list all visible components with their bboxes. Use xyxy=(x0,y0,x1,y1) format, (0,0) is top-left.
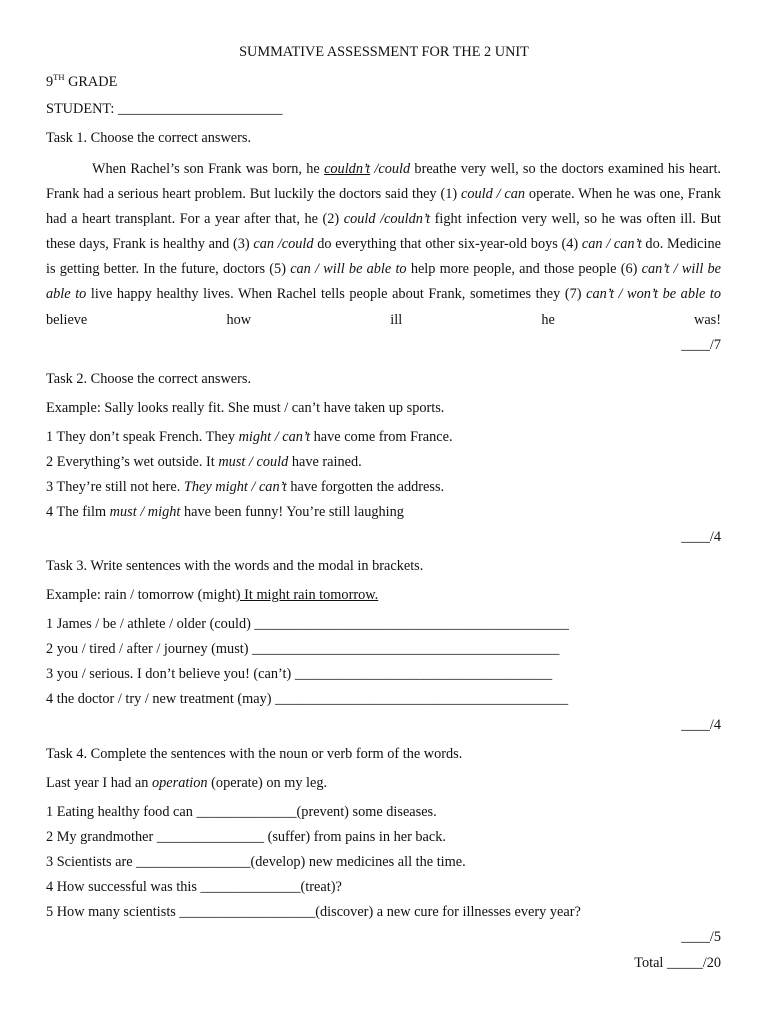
task3-score: ____/4 xyxy=(681,717,721,733)
task3-item-2: 2 you / tired / after / journey (must) ___________________________________________ xyxy=(46,641,560,657)
task4-heading: Task 4. Complete the sentences with the noun or verb form of the words. xyxy=(46,746,463,762)
task1-option-5: can / will be able to xyxy=(290,261,407,278)
grade-number: 9 xyxy=(46,74,54,90)
task1-heading: Task 1. Choose the correct answers. xyxy=(46,130,252,146)
task3-item-3: 3 you / serious. I don’t believe you! (can’t) ____________________________________ xyxy=(46,666,553,682)
task2-item-2: 2 Everything’s wet outside. It must / could have rained. xyxy=(46,454,362,470)
task1-option-4: can / can’t xyxy=(581,236,642,253)
task1-option-3: can /could xyxy=(253,236,314,253)
task3-item-1: 1 James / be / athlete / older (could) ____________________________________________ xyxy=(46,616,569,632)
total-score: Total _____/20 xyxy=(634,955,721,971)
grade-superscript: TH xyxy=(53,72,65,82)
task4-score: ____/5 xyxy=(681,929,721,945)
task2-item-3: 3 They’re still not here. They might / can’t have forgotten the address. xyxy=(46,479,445,495)
task1-score: ____/7 xyxy=(681,337,721,353)
task1-text: live happy healthy lives. When Rachel tells people about Frank, sometimes they (7) xyxy=(86,286,587,303)
task4-item-2: 2 My grandmother _______________ (suffer) from pains in her back. xyxy=(46,829,446,845)
task1-text: believe how ill he was! xyxy=(46,311,721,328)
task2-item-1: 1 They don’t speak French. They might / can’t have come from France. xyxy=(46,429,453,445)
task2-heading: Task 2. Choose the correct answers. xyxy=(46,371,252,387)
task1-text: do everything that other six-year-old boys (4) xyxy=(313,236,582,253)
task1-text: breathe very well, so the doctors examined his heart. Frank had a serious heart problem. But luckily the doctors said they (1) xyxy=(46,161,721,203)
task4-item-5: 5 How many scientists ___________________(discover) a new cure for illnesses every year? xyxy=(46,904,581,920)
task3-heading: Task 3. Write sentences with the words and the modal in brackets. xyxy=(46,558,424,574)
task1-text: do. Medicine is getting better. In the future, doctors (5) xyxy=(46,236,721,278)
task2-example: Example: Sally looks really fit. She must / can’t have taken up sports. xyxy=(46,400,445,416)
task1-option-1: could / can xyxy=(460,186,526,203)
task1-text: When Rachel’s son Frank was born, he xyxy=(92,161,325,177)
grade-word: GRADE xyxy=(64,74,118,90)
task4-item-4: 4 How successful was this ______________(treat)? xyxy=(46,879,342,895)
task1-example-answer: couldn’t xyxy=(324,161,371,177)
task1-text: fight infection very well, so he was often ill. But these days, Frank is healthy and (3) xyxy=(46,211,721,253)
task1-text: help more people, and those people (6) xyxy=(406,261,642,278)
grade-line xyxy=(46,72,117,91)
task1-option-7: can’t / won’t be able to xyxy=(586,286,721,303)
task2-score: ____/4 xyxy=(681,529,721,545)
task2-item-4: 4 The film must / might have been funny! You’re still laughing xyxy=(46,504,404,520)
task4-example: Last year I had an operation (operate) on my leg. xyxy=(46,775,328,791)
task1-option-2: could /couldn’t xyxy=(343,211,431,228)
task1-option-6: can’t / will be able to xyxy=(46,261,722,303)
student-name-line: STUDENT: _______________________ xyxy=(46,101,283,117)
task1-example-option: /could xyxy=(370,161,411,177)
task1-text: operate. When he was one, Frank had a heart transplant. For a year after that, he (2) xyxy=(46,186,722,228)
page-title: SUMMATIVE ASSESSMENT FOR THE 2 UNIT xyxy=(239,44,529,60)
task3-example: Example: rain / tomorrow (might) It might rain tomorrow. xyxy=(46,587,379,603)
task4-item-3: 3 Scientists are ________________(develop) new medicines all the time. xyxy=(46,854,466,870)
task1-paragraph xyxy=(46,157,721,333)
task3-item-4: 4 the doctor / try / new treatment (may) _________________________________________ xyxy=(46,691,569,707)
task4-item-1: 1 Eating healthy food can ______________(prevent) some diseases. xyxy=(46,804,437,820)
